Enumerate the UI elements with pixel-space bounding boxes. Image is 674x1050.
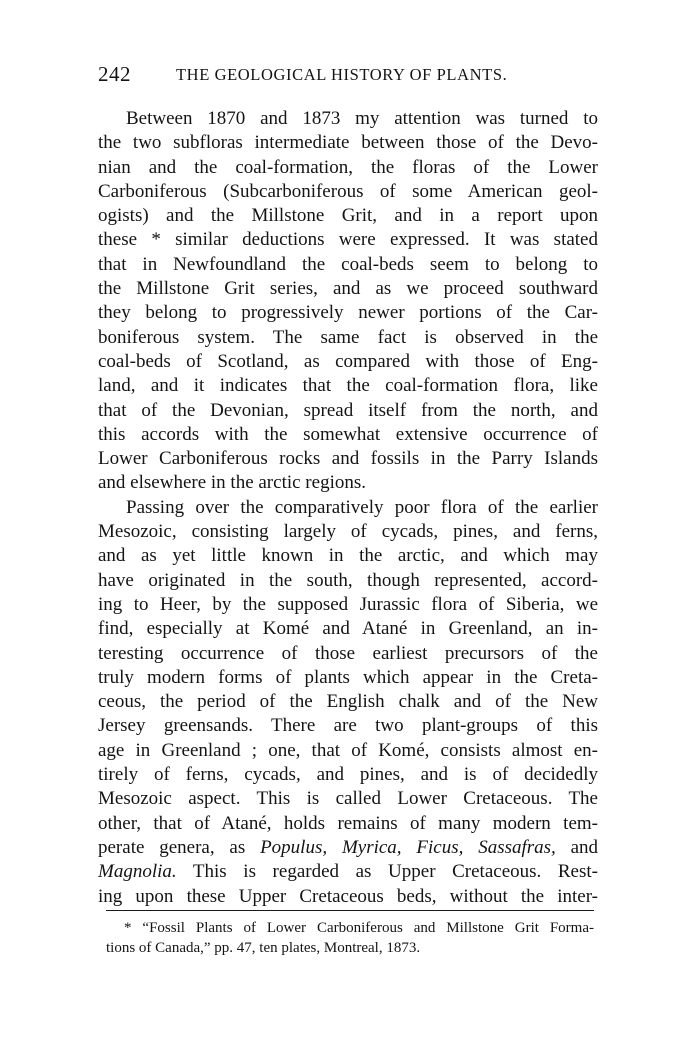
text-line: and elsewhere in the arctic regions.	[98, 472, 366, 494]
text-fragment: and	[570, 836, 599, 858]
text-line: Jersey greensands. There are two plant-groups of this	[98, 715, 598, 737]
genus-populus: Populus,	[260, 836, 328, 858]
body-text	[98, 107, 598, 909]
genus-sassafras: Sassafras,	[478, 836, 556, 858]
text-line: Between 1870 and 1873 my attention was turned to	[126, 108, 598, 129]
text-line: these * similar deductions were expressed. It was stated	[98, 229, 598, 251]
text-fragment: perate genera, as	[98, 836, 246, 858]
text-line: the two subfloras intermediate between those of the Devo-	[98, 132, 598, 154]
text-line: truly modern forms of plants which appear in the Creta-	[98, 666, 598, 688]
text-line: that of the Devonian, spread itself from the north, and	[98, 399, 598, 421]
text-line: that in Newfoundland the coal-beds seem to belong to	[98, 253, 598, 275]
text-line: Lower Carboniferous rocks and fossils in the Parry Islands	[98, 448, 598, 470]
text-line: find, especially at Komé and Atané in Greenland, an in-	[98, 618, 598, 640]
text-line: ing to Heer, by the supposed Jurassic flora of Siberia, we	[98, 593, 598, 615]
text-line: age in Greenland ; one, that of Komé, consists almost en-	[98, 739, 598, 761]
footnote-divider	[106, 910, 594, 911]
genus-ficus: Ficus,	[416, 836, 464, 858]
text-line: ing upon these Upper Cretaceous beds, without the inter-	[98, 885, 598, 907]
text-line: Mesozoic, consisting largely of cycads, pines, and ferns,	[98, 521, 598, 543]
footnote-line: tions of Canada,” pp. 47, ten plates, Montreal, 1873.	[106, 940, 421, 956]
text-line: tirely of ferns, cycads, and pines, and is of decidedly	[98, 764, 598, 786]
text-line: have originated in the south, though represented, accord-	[98, 569, 598, 591]
text-line: Mesozoic aspect. This is called Lower Cretaceous. The	[98, 788, 598, 810]
text-line: teresting occurrence of those earliest precursors of the	[98, 642, 598, 664]
text-line: and as yet little known in the arctic, and which may	[98, 545, 598, 567]
text-line: Passing over the comparatively poor flora of the earlier	[126, 496, 598, 518]
text-line: ogists) and the Millstone Grit, and in a report upon	[98, 205, 598, 227]
text-line	[98, 836, 598, 860]
text-line	[98, 860, 598, 884]
text-line: nian and the coal-formation, the floras of the Lower	[98, 156, 598, 178]
text-line: coal-beds of Scotland, as compared with those of Eng-	[98, 350, 598, 372]
page-header	[98, 62, 598, 88]
text-line: this accords with the somewhat extensive occurrence of	[98, 423, 598, 445]
genus-myrica: Myrica,	[341, 836, 402, 858]
footnote	[106, 918, 594, 958]
page-number: 242	[98, 62, 131, 86]
genus-magnolia: Magnolia.	[98, 861, 177, 883]
text-line: boniferous system. The same fact is observed in the	[98, 326, 598, 348]
text-line: other, that of Atané, holds remains of many modern tem-	[98, 812, 598, 834]
text-fragment: This is regarded as Upper Cretaceous. Rest-	[192, 861, 598, 883]
footnote-line: * “Fossil Plants of Lower Carboniferous and Millstone Grit Forma-	[124, 920, 594, 936]
text-line: Carboniferous (Subcarboniferous of some American geol-	[98, 180, 598, 202]
text-line: the Millstone Grit series, and as we proceed southward	[98, 278, 598, 300]
text-line: they belong to progressively newer portions of the Car-	[98, 302, 598, 324]
text-line: ceous, the period of the English chalk and of the New	[98, 691, 598, 713]
running-title: THE GEOLOGICAL HISTORY OF PLANTS.	[176, 65, 508, 84]
text-line: land, and it indicates that the coal-formation flora, like	[98, 375, 598, 397]
